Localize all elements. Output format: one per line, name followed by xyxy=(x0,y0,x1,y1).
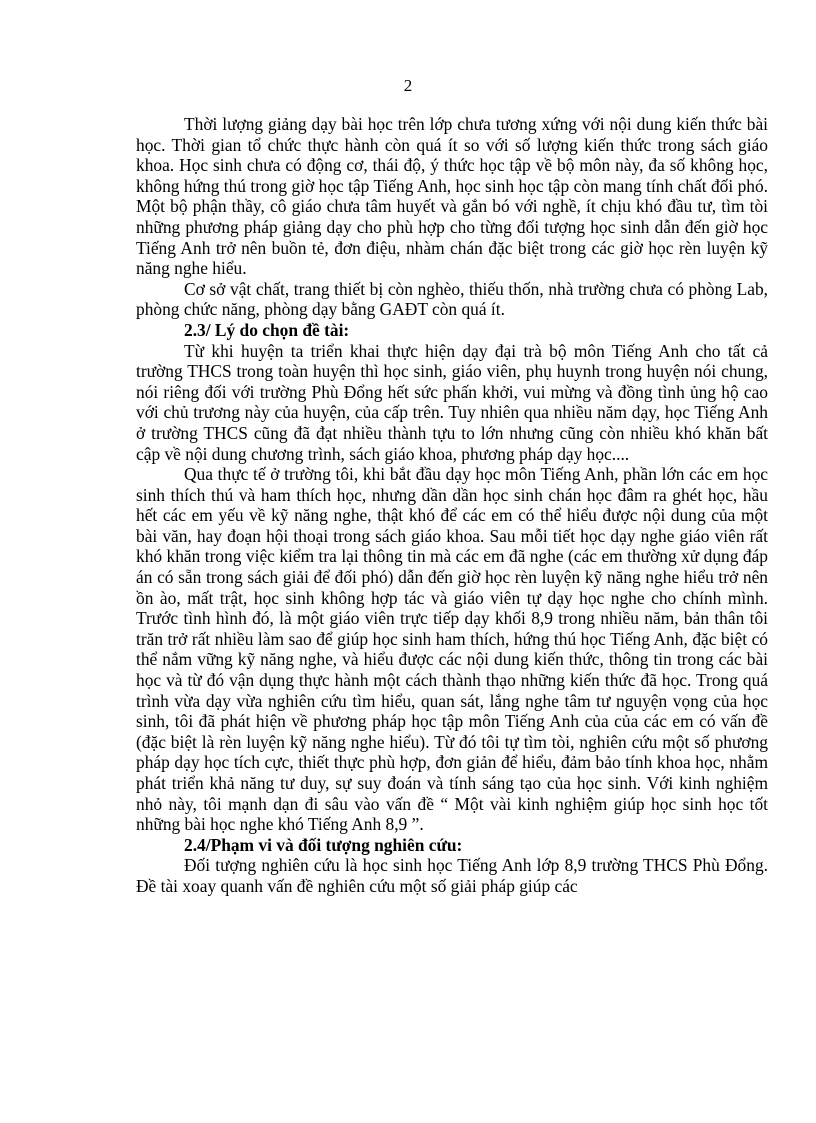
section-heading-2-3: 2.3/ Lý do chọn đề tài: xyxy=(184,319,350,340)
paragraph-facilities: Cơ sở vật chất, trang thiết bị còn nghèo, thiếu thốn, nhà trường chưa có phòng Lab, phòng chức năng, phòng dạy bằng GAĐT còn quá ít. xyxy=(136,278,768,320)
document-body xyxy=(136,114,768,897)
paragraph-district-rollout: Từ khi huyện ta triển khai thực hiện dạy đại trà bộ môn Tiếng Anh cho tất cả trường THCS trong toàn huyện thì học sinh, giáo viên, phụ huynh trong huyện nói chung, nói riêng đối với trường Phù Đổng hết sức phấn khởi, vui mừng và đồng tình ủng hộ cao với chủ trương này của huyện, của cấp trên. Tuy nhiên qua nhiều năm dạy, học Tiếng Anh ở trường THCS cũng đã đạt nhiều thành tựu to lớn nhưng cũng còn nhiều khó khăn bất cập về nội dung chương trình, sách giáo khoa, phương pháp dạy học.... xyxy=(136,340,768,464)
section-heading-2-4: 2.4/Phạm vi và đối tượng nghiên cứu: xyxy=(184,834,463,855)
page-number: 2 xyxy=(403,76,413,95)
paragraph-school-reality: Qua thực tế ở trường tôi, khi bắt đầu dạy học môn Tiếng Anh, phần lớn các em học sinh thích thú và ham thích học, nhưng dần dần học sinh chán học đâm ra ghét học, hầu hết các em yếu về kỹ năng nghe, thật khó để các em có thể hiểu được nội dung của một bài văn, hay đoạn hội thoại trong sách giáo khoa. Sau mỗi tiết học dạy nghe giáo viên rất khó khăn trong việc kiểm tra lại thông tin mà các em đã nghe (các em thường xử dụng đáp án có sẵn trong sách giải để đối phó) dẫn đến giờ học rèn luyện kỹ năng nghe hiểu trở nên ồn ào, mất trật, học sinh không hợp tác và giáo viên tự dạy học nghe cho chính mình. Trước tình hình đó, là một giáo viên trực tiếp dạy khối 8,9 trong nhiều năm, bản thân tôi trăn trở rất nhiều làm sao để giúp học sinh ham thích, hứng thú học Tiếng Anh, đặc biệt có thể nắm vững kỹ năng nghe, và hiểu được các nội dung kiến thức, thông tin trong các bài học và từ đó vận dụng thực hành một cách thành thạo những kiến thức đã học. Trong quá trình vừa dạy vừa nghiên cứu tìm hiểu, quan sát, lắng nghe tâm tư nguyện vọng của học sinh, tôi đã phát hiện về phương pháp học tập môn Tiếng Anh của của các em có vấn đề (đặc biệt là rèn luyện kỹ năng nghe hiểu). Từ đó tôi tự tìm tòi, nghiên cứu một số phương pháp dạy học tích cực, thiết thực phù hợp, đơn giản để hiểu, đảm bảo tính khoa học, nhằm phát triển khả năng tư duy, sự suy đoán và tính sáng tạo của học sinh. Với kinh nghiệm nhỏ này, tôi mạnh dạn đi sâu vào vấn đề “ Một vài kinh nghiệm giúp học sinh học tốt những bài học nghe khó Tiếng Anh 8,9 ”. xyxy=(136,464,768,835)
paragraph-teaching-time: Thời lượng giảng dạy bài học trên lớp chưa tương xứng với nội dung kiến thức bài học. Thời gian tổ chức thực hành còn quá ít so với số lượng kiến thức trong sách giáo khoa. Học sinh chưa có động cơ, thái độ, ý thức học tập về bộ môn này, đa số không học, không hứng thú trong giờ học tập Tiếng Anh, học sinh học tập còn mang tính chất đối phó. Một bộ phận thầy, cô giáo chưa tâm huyết và gắn bó với nghề, ít chịu khó đầu tư, tìm tòi những phương pháp giảng dạy cho phù hợp cho từng đối tượng học sinh dẫn đến giờ học Tiếng Anh trở nên buồn tẻ, đơn điệu, nhàm chán đặc biệt trong các giờ học rèn luyện kỹ năng nghe hiểu. xyxy=(136,114,768,279)
paragraph-research-subjects: Đối tượng nghiên cứu là học sinh học Tiếng Anh lớp 8,9 trường THCS Phù Đổng. Đề tài xoay quanh vấn đề nghiên cứu một số giải pháp giúp các xyxy=(136,855,768,896)
